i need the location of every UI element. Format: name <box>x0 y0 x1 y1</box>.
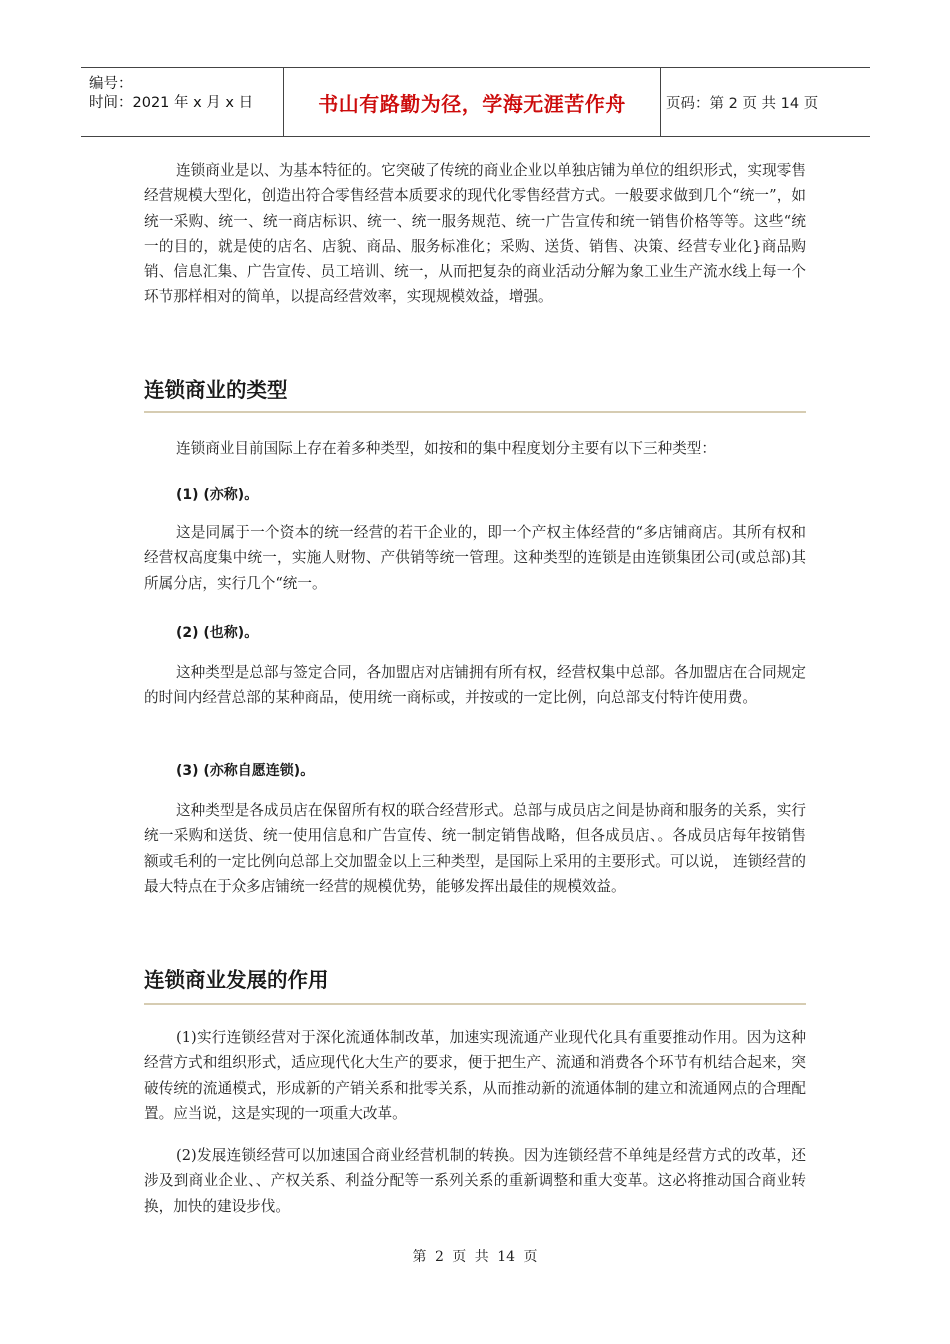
role-paragraph-1: (1)实行连锁经营对于深化流通体制改革，加速实现流通产业现代化具有重要推动作用。因为这种经营方式和组织形式，适应现代化大生产的要求，便于把生产、流通和消费各个环节有机结合起来，突破传统的流通模式，形成新的产销关系和批零关系，从而推动新的流通体制的建立和流通网点的合理配置。应当说，这是实现的一项重大改革。 <box>144 1029 806 1122</box>
serial-number-label: 编号： <box>89 76 133 92</box>
page-header <box>81 67 870 137</box>
type3-heading: (3) (亦称自愿连锁)。 <box>176 763 315 779</box>
header-page-cell <box>659 68 870 136</box>
section-role-divider <box>144 1003 806 1005</box>
header-motto: 书山有路勤为径，学海无涯苦作舟 <box>318 91 626 116</box>
type1-paragraph: 这是同属于一个资本的统一经营的若干企业的，即一个产权主体经营的“多店铺商店。其所有权和经营权高度集中统一，实施人财物、产供销等统一管理。这种类型的连锁是由连锁集团公司(或总部)其所属分店，实行几个“统一。 <box>144 524 806 592</box>
type2-heading: (2) (也称)。 <box>176 625 259 641</box>
type2-paragraph: 这种类型是总部与签定合同，各加盟店对店铺拥有所有权，经营权集中总部。各加盟店在合同规定的时间内经营总部的某种商品，使用统一商标或，并按或的一定比例，向总部支付特许使用费。 <box>144 664 806 707</box>
header-motto-cell <box>283 68 661 136</box>
header-meta-cell <box>81 68 283 136</box>
section-types-heading: 连锁商业的类型 <box>144 378 288 402</box>
section-types-divider <box>144 411 806 413</box>
header-page-code: 页码：第 2 页 共 14 页 <box>666 95 819 112</box>
role-paragraph-2: (2)发展连锁经营可以加速国合商业经营机制的转换。因为连锁经营不单纯是经营方式的改革，还涉及到商业企业、、产权关系、利益分配等一系列关系的重新调整和重大变革。这必将推动国合商业转换，加快的建设步伐。 <box>144 1147 806 1215</box>
date-label: 时间：2021 年 x 月 x 日 <box>89 95 254 111</box>
page-footer: 第 2 页 共 14 页 <box>412 1249 538 1265</box>
intro-paragraph: 连锁商业是以、为基本特征的。它突破了传统的商业企业以单独店铺为单位的组织形式，实现零售经营规模大型化，创造出符合零售经营本质要求的现代化零售经营方式。一般要求做到几个“统一”，如统一采购、统一、统一商店标识、统一、统一服务规范、统一广告宣传和统一销售价格等等。这些“统一的目的，就是使的店名、店貌、商品、服务标准化；采购、送货、销售、决策、经营专业化}商品购销、信息汇集、广告宣传、员工培训、统一，从而把复杂的商业活动分解为象工业生产流水线上每一个环节那样相对的简单，以提高经营效率，实现规模效益，增强。 <box>144 162 806 306</box>
section-role-heading: 连锁商业发展的作用 <box>144 968 329 992</box>
type1-heading: (1) (亦称)。 <box>176 487 259 503</box>
type3-paragraph: 这种类型是各成员店在保留所有权的联合经营形式。总部与成员店之间是协商和服务的关系，实行统一采购和送货、统一使用信息和广告宣传、统一制定销售战略，但各成员店、。各成员店每年按销售额或毛利的一定比例向总部上交加盟金以上三种类型，是国际上采用的主要形式。可以说， 连锁经营的最大特点在于众多店铺统一经营的规模优势，能够发挥出最佳的规模效益。 <box>144 802 806 895</box>
types-intro-paragraph: 连锁商业目前国际上存在着多种类型，如按和的集中程度划分主要有以下三种类型： <box>176 440 716 457</box>
